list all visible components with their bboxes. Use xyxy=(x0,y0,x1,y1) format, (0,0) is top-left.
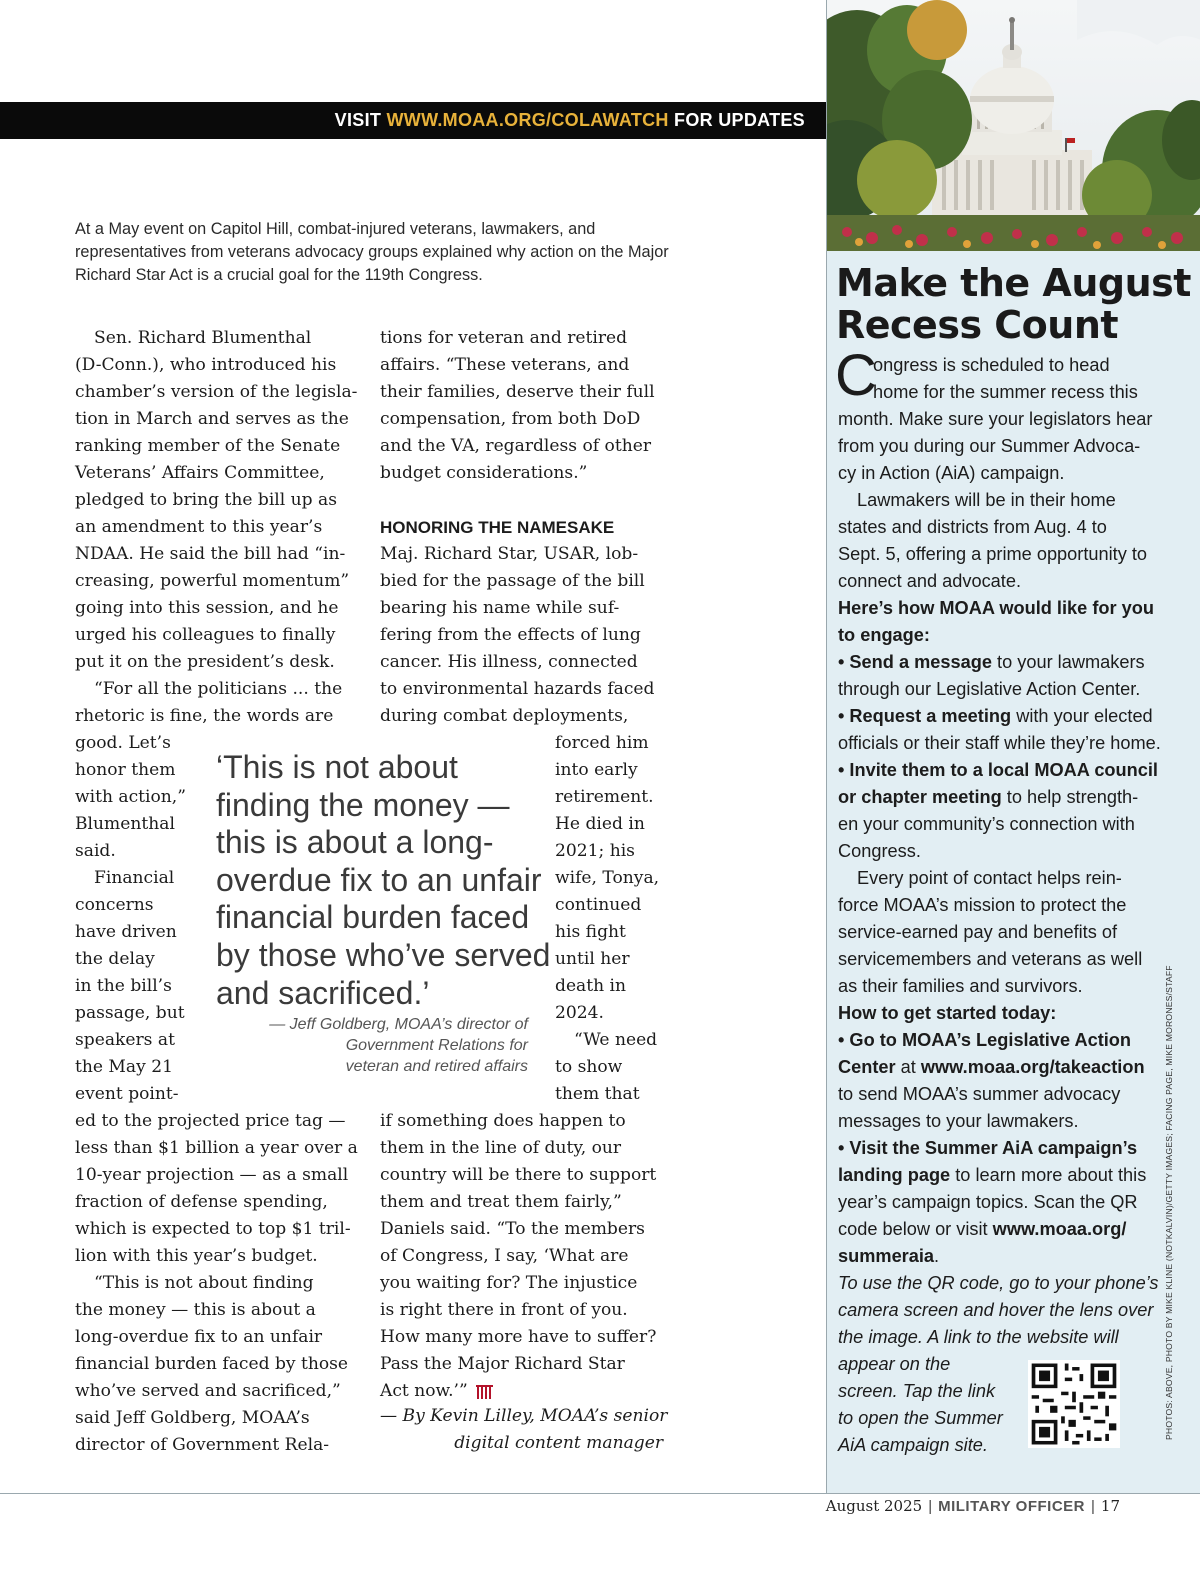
article-text-line: ed to the projected price tag — xyxy=(75,1111,346,1131)
article-text-line: is right there in front of you. xyxy=(380,1300,628,1320)
article-text-line: them in the line of duty, our xyxy=(380,1138,622,1158)
article-text-line: country will be there to support xyxy=(380,1165,657,1185)
article-text-line: ranking member of the Senate xyxy=(75,436,341,456)
article-text-line: going into this session, and he xyxy=(75,598,339,618)
pull-quote-line: finding the money — xyxy=(216,786,510,823)
sidebar-text-line: states and districts from Aug. 4 to xyxy=(838,517,1107,537)
article-text-line: budget considerations.” xyxy=(380,463,588,483)
article-text-line: good. Let’s xyxy=(75,733,171,753)
bullet-text: code below or visit xyxy=(838,1219,993,1239)
article-column-1-top xyxy=(75,325,357,730)
sidebar-text-line: service-earned pay and benefits of xyxy=(838,922,1118,942)
sidebar-text-line: force MOAA’s mission to protect the xyxy=(838,895,1127,915)
article-text-line: have driven xyxy=(75,922,177,942)
bullet-text: to learn more about this xyxy=(950,1165,1147,1185)
end-mark-icon xyxy=(476,1384,494,1400)
pull-quote-attribution-line: veteran and retired affairs xyxy=(345,1058,528,1075)
summeraia-link[interactable]: summeraia xyxy=(838,1246,935,1266)
article-text-line: them that xyxy=(555,1084,640,1104)
article-text-line: continued xyxy=(555,895,642,915)
start-heading: How to get started today: xyxy=(838,1003,1057,1023)
footer-separator: | xyxy=(928,1498,933,1515)
photo-caption: At a May event on Capitol Hill, combat-injured veterans, lawmakers, and representatives from veterans advocacy groups explained why action on the Major Richard Star Act is a crucial goal for the 119th Congress. xyxy=(75,220,669,284)
article-text-line: passage, but xyxy=(75,1003,185,1023)
qr-instructions: the image. A link to the website will xyxy=(838,1327,1119,1347)
footer-magazine-name: MILITARY OFFICER xyxy=(938,1498,1085,1515)
bullet-text: officials or their staff while they’re home. xyxy=(838,733,1161,753)
section-subhead: HONORING THE NAMESAKE xyxy=(380,518,615,537)
bullet-bold-text: Request a meeting xyxy=(849,706,1012,726)
article-text-line: retirement. xyxy=(555,787,654,807)
bullet-bold-text: Go to MOAA’s Legislative Action xyxy=(849,1030,1132,1050)
article-text-line: which is expected to top $1 tril- xyxy=(75,1219,351,1239)
bullet-go-to-lac: • Go to MOAA’s Legislative Action xyxy=(838,1030,1132,1050)
article-text-line: Financial xyxy=(94,868,175,888)
summeraia-link[interactable]: www.moaa.org/ xyxy=(992,1219,1127,1239)
bullet-text: to help strength- xyxy=(1001,787,1139,807)
article-text-line: until her xyxy=(555,949,630,969)
article-text-line: said. xyxy=(75,841,116,861)
bullet-visit-landing: • Visit the Summer AiA campaign’s xyxy=(838,1138,1138,1158)
sidebar-text-line: cy in Action (AiA) campaign. xyxy=(838,463,1065,483)
bullet-text: at xyxy=(895,1057,921,1077)
article-text-line: wife, Tonya, xyxy=(555,868,660,888)
article-text-line: tion in March and serves as the xyxy=(75,409,349,429)
bullet-bold-text: landing page xyxy=(838,1165,951,1185)
qr-instructions: camera screen and hover the lens over xyxy=(838,1300,1154,1320)
pull-quote xyxy=(216,749,551,1012)
article-text-line: event point- xyxy=(75,1084,179,1104)
article-text-line: digital content manager xyxy=(454,1433,663,1453)
bullet-visit-landing-l4 xyxy=(838,1216,1183,1243)
bullet-text: en your community’s connection with xyxy=(838,814,1135,834)
banner-url-link[interactable]: WWW.MOAA.ORG/COLAWATCH xyxy=(386,110,669,130)
article-text-line: fraction of defense spending, xyxy=(75,1192,328,1212)
article-text-line: with action,” xyxy=(75,787,186,807)
article-text-line: into early xyxy=(555,760,638,780)
footer-separator: | xyxy=(1091,1498,1095,1515)
article-text-line: bied for the passage of the bill xyxy=(380,571,645,591)
engage-heading: Here’s how MOAA would like for you xyxy=(838,598,1154,618)
article-text-line: Sen. Richard Blumenthal xyxy=(94,328,312,348)
bullet-bold-text: Visit the Summer AiA campaign’s xyxy=(849,1138,1138,1158)
bullet-invite: • Invite them to a local MOAA council xyxy=(838,760,1158,780)
sidebar-text-line: Sept. 5, offering a prime opportunity to xyxy=(838,544,1148,564)
article-text-line: of Congress, I say, ‘What are xyxy=(380,1246,629,1266)
article-text-line: “We need xyxy=(574,1030,658,1050)
article-text-line: Maj. Richard Star, USAR, lob- xyxy=(380,544,639,564)
article-text-line: He died in xyxy=(555,814,645,834)
banner-prefix: VISIT xyxy=(334,110,387,130)
article-text-line: put it on the president’s desk. xyxy=(75,652,335,672)
article-text-line: their families, deserve their full xyxy=(380,382,655,402)
bullet-text: with your elected xyxy=(1011,706,1153,726)
article-text-line: rhetoric is fine, the words are xyxy=(75,706,334,726)
article-text-line: if something does happen to xyxy=(380,1111,626,1131)
bullet-text: year’s campaign topics. Scan the QR xyxy=(838,1192,1138,1212)
article-text-line: lion with this year’s budget. xyxy=(75,1246,318,1266)
article-text-line: an amendment to this year’s xyxy=(75,517,323,537)
article-text-line: financial burden faced by those xyxy=(75,1354,349,1374)
qr-instructions: screen. Tap the link xyxy=(838,1381,996,1401)
sidebar-text-line: as their families and survivors. xyxy=(838,976,1083,996)
article-text-line: to show xyxy=(555,1057,623,1077)
article-text-line: death in xyxy=(555,976,627,996)
drop-cap: C xyxy=(835,343,877,408)
article-text-line: cancer. His illness, connected xyxy=(380,652,638,672)
pull-quote-attribution xyxy=(200,1014,528,1077)
article-text-line: chamber’s version of the legisla- xyxy=(75,382,358,402)
article-text-line: in the bill’s xyxy=(75,976,172,996)
article-text-line: speakers at xyxy=(75,1030,175,1050)
article-text-line: forced him xyxy=(555,733,649,753)
article-text-line: during combat deployments, xyxy=(380,706,629,726)
sidebar-title xyxy=(836,261,1191,347)
pull-quote-line: overdue fix to an unfair xyxy=(216,861,542,898)
article-text-line: them and treat them fairly,” xyxy=(380,1192,622,1212)
pull-quote-line: and sacrificed.’ xyxy=(216,974,430,1011)
article-text-line: the May 21 xyxy=(75,1057,173,1077)
article-text-line: who’ve served and sacrificed,” xyxy=(75,1381,341,1401)
pull-quote-line: financial burden faced xyxy=(216,899,530,936)
article-text-line: How many more have to suffer? xyxy=(380,1327,657,1347)
sidebar-text-line: Lawmakers will be in their home xyxy=(857,490,1116,510)
footer-rule xyxy=(0,1493,1200,1494)
qr-instructions: AiA campaign site. xyxy=(838,1435,988,1455)
bullet-text: through our Legislative Action Center. xyxy=(838,679,1141,699)
article-column-2-middle xyxy=(380,541,654,730)
bullet-text: to your lawmakers xyxy=(991,652,1145,672)
article-text-line: “This is not about finding xyxy=(94,1273,314,1293)
bullet-bold-text: Center xyxy=(838,1057,896,1077)
capitol-photo xyxy=(827,0,1200,251)
qr-instructions: appear on the xyxy=(838,1354,951,1374)
pull-quote-line: this is about a long- xyxy=(216,824,494,861)
article-text-line: — By Kevin Lilley, MOAA’s senior xyxy=(380,1406,668,1426)
bullet-go-to-lac-l2 xyxy=(838,1054,1183,1081)
sidebar-text-line: home for the summer recess this xyxy=(873,382,1138,402)
article-text-line: the delay xyxy=(75,949,155,969)
pull-quote-line: ‘This is not about xyxy=(216,749,458,785)
article-text-line: you waiting for? The injustice xyxy=(380,1273,638,1293)
article-text-line: and the VA, regardless of other xyxy=(380,436,652,456)
qr-instructions: to open the Summer xyxy=(838,1408,1003,1428)
bullet-text: messages to your lawmakers. xyxy=(838,1111,1079,1131)
bullet-bold-text: Invite them to a local MOAA council xyxy=(849,760,1158,780)
article-column-2-bottom xyxy=(380,1108,656,1405)
article-text-line: bearing his name while suf- xyxy=(380,598,620,618)
article-text-line: compensation, from both DoD xyxy=(380,409,641,429)
capitol-building-image xyxy=(827,0,1200,251)
article-text-line: 10-year projection — as a small xyxy=(75,1165,349,1185)
article-text-line: Veterans’ Affairs Committee, xyxy=(75,463,325,483)
bullet-send-message: • Send a message to your lawmakers xyxy=(838,652,1145,672)
article-text-line: less than $1 billion a year over a xyxy=(75,1138,358,1158)
article-text-line: honor them xyxy=(75,760,176,780)
bullet-visit-landing-l2 xyxy=(838,1162,1183,1189)
qr-instructions: To use the QR code, go to your phone’s xyxy=(838,1273,1159,1293)
section-subhead-wrap xyxy=(380,514,614,541)
bullet-invite-l2 xyxy=(838,784,1183,811)
article-text-line: 2024. xyxy=(555,1003,604,1023)
sidebar-text-line: Every point of contact helps rein- xyxy=(857,868,1122,888)
bullet-text: . xyxy=(934,1246,940,1266)
bullet-text: Congress. xyxy=(838,841,921,861)
article-text-line: tions for veteran and retired xyxy=(380,328,628,348)
article-text-line: Act now.’” xyxy=(380,1378,656,1405)
article-text-line: the money — this is about a xyxy=(75,1300,316,1320)
qr-code-icon xyxy=(1028,1360,1120,1448)
article-text-line: Pass the Major Richard Star xyxy=(380,1354,625,1374)
sidebar-text-line: ongress is scheduled to head xyxy=(873,355,1110,375)
engage-heading: to engage: xyxy=(838,625,930,645)
sidebar-title-line: Recess Count xyxy=(836,303,1119,347)
article-text-line: concerns xyxy=(75,895,154,915)
article-text-line: director of Government Rela- xyxy=(75,1435,330,1455)
article-text-line: said Jeff Goldberg, MOAA’s xyxy=(75,1408,310,1428)
article-text-line: 2021; his xyxy=(555,841,635,861)
bullet-visit-landing-l5 xyxy=(838,1243,1183,1270)
sidebar-title-line: Make the August xyxy=(836,261,1191,305)
bullet-bold-text: or chapter meeting xyxy=(838,787,1002,807)
article-text-line: fering from the effects of lung xyxy=(380,625,641,645)
banner-suffix: FOR UPDATES xyxy=(668,110,805,130)
article-column-2-narrow xyxy=(555,730,659,1108)
pull-quote-attribution-line: — Jeff Goldberg, MOAA’s director of xyxy=(269,1016,528,1033)
article-byline xyxy=(380,1403,668,1457)
sidebar-text-line: servicemembers and veterans as well xyxy=(838,949,1143,969)
article-text-line: Blumenthal xyxy=(75,814,175,834)
article-column-1-bottom xyxy=(75,1108,358,1459)
sidebar-text-line: month. Make sure your legislators hear xyxy=(838,409,1153,429)
article-text-line: long-overdue fix to an unfair xyxy=(75,1327,323,1347)
bullet-text: to send MOAA’s summer advocacy xyxy=(838,1084,1121,1104)
sidebar-body xyxy=(838,352,1183,1459)
article-text-line: his fight xyxy=(555,922,626,942)
updates-banner xyxy=(0,102,829,139)
article-text-line: Daniels said. “To the members xyxy=(380,1219,645,1239)
footer-date: August 2025 xyxy=(825,1497,923,1515)
article-text-line: affairs. “These veterans, and xyxy=(380,355,630,375)
article-text-line: “For all the politicians ... the xyxy=(94,679,343,699)
article-text-line: NDAA. He said the bill had “in- xyxy=(75,544,346,564)
article-text-line: pledged to bring the bill up as xyxy=(75,490,338,510)
pull-quote-line: by those who’ve served xyxy=(216,936,551,973)
sidebar-text-line: connect and advocate. xyxy=(838,571,1022,591)
article-text-line: (D-Conn.), who introduced his xyxy=(75,355,337,375)
article-text-line: creasing, powerful momentum” xyxy=(75,571,350,591)
page-footer xyxy=(826,1497,1120,1516)
qr-code[interactable] xyxy=(1028,1360,1120,1448)
takeaction-link[interactable]: www.moaa.org/takeaction xyxy=(920,1057,1145,1077)
banner-text xyxy=(335,110,805,131)
sidebar-text-line: from you during our Summer Advoca- xyxy=(838,436,1141,456)
photo-credit: PHOTOS: ABOVE, PHOTO BY MIKE KLINE (NOTKALVIN)/GETTY IMAGES; FACING PAGE, MIKE MORONES/STAFF xyxy=(1164,965,1174,1440)
article-column-2-top xyxy=(380,325,655,487)
bullet-request-meeting: • Request a meeting with your elected xyxy=(838,706,1153,726)
article-column-1-narrow xyxy=(75,730,186,1108)
page-number: 17 xyxy=(1100,1497,1120,1515)
article-text-line: urged his colleagues to finally xyxy=(75,625,336,645)
bullet-bold-text: Send a message xyxy=(849,652,992,672)
pull-quote-attribution-line: Government Relations for xyxy=(345,1037,528,1054)
article-text-line: to environmental hazards faced xyxy=(380,679,655,699)
